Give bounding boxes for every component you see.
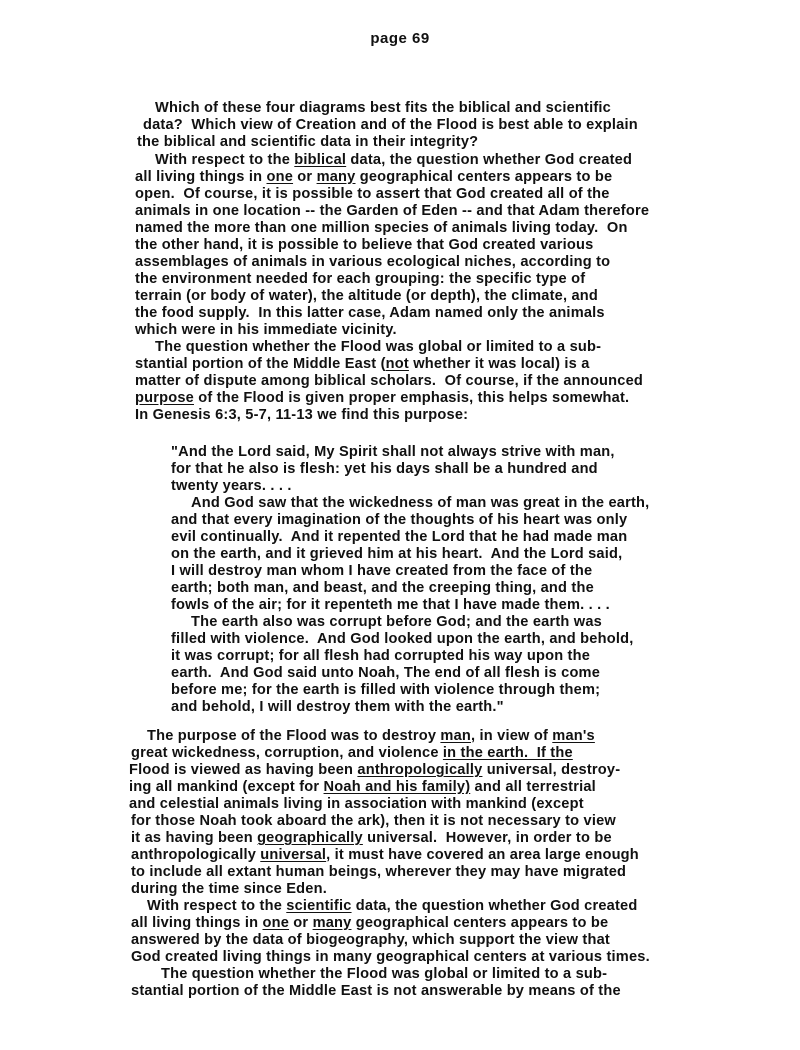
text-segment: anthropologically: [131, 847, 261, 863]
text-segment: Which of these four diagrams best fits the biblical and scientific: [155, 100, 611, 116]
text-line: [135, 373, 643, 390]
text-line: [131, 847, 639, 864]
text-line: [171, 563, 592, 580]
text-line: [135, 271, 585, 288]
text-segment: The purpose of the Flood was to destroy: [147, 728, 441, 744]
text-segment: it was corrupt; for all flesh had corrupted his way upon the: [171, 648, 591, 664]
text-line: [129, 762, 620, 779]
text-segment: the food supply. In this latter case, Adam named only the animals: [135, 305, 605, 321]
text-line: [135, 254, 610, 271]
underlined-text: many: [316, 169, 356, 185]
text-line: [171, 665, 600, 682]
text-segment: geographical centers appears to be: [351, 915, 609, 931]
text-line: [171, 512, 627, 529]
text-segment: fowls of the air; for it repenteth me that I have made them. . . .: [171, 597, 610, 613]
text-line: [155, 339, 601, 356]
text-segment: great wickedness, corruption, and violence: [131, 745, 443, 761]
text-line: [171, 631, 633, 648]
text-line: [129, 779, 596, 796]
text-segment: I will destroy man whom I have created from the face of the: [171, 563, 593, 579]
text-line: [131, 983, 621, 1000]
underlined-text: many: [312, 915, 352, 931]
text-segment: twenty years. . . .: [171, 478, 292, 494]
text-segment: stantial portion of the Middle East is not answerable by means of the: [131, 983, 621, 999]
underlined-text: biblical: [294, 152, 347, 168]
text-line: [171, 648, 590, 665]
text-line: [135, 390, 629, 407]
text-segment: and that every imagination of the thoughts of his heart was only: [171, 512, 628, 528]
text-segment: With respect to the: [155, 152, 295, 168]
text-segment: And God saw that the wickedness of man was great in the earth,: [191, 495, 650, 511]
text-segment: it as having been: [131, 830, 258, 846]
text-segment: the biblical and scientific data in their integrity?: [137, 134, 479, 150]
text-line: [191, 495, 649, 512]
text-line: [137, 134, 478, 151]
underlined-text: one: [266, 169, 294, 185]
text-segment: of the Flood is given proper emphasis, this helps somewhat.: [193, 390, 630, 406]
text-segment: In Genesis 6:3, 5-7, 11-13 we find this purpose:: [135, 407, 469, 423]
underlined-text: purpose: [135, 390, 194, 406]
text-line: [171, 478, 292, 495]
text-segment: for that he also is flesh: yet his days shall be a hundred and: [171, 461, 598, 477]
text-line: [131, 932, 610, 949]
text-line: [155, 152, 632, 169]
text-segment: , it must have covered an area large enough: [326, 847, 639, 863]
text-line: [135, 220, 628, 237]
text-segment: whether it was local) is a: [408, 356, 590, 372]
underlined-text: not: [385, 356, 409, 372]
text-segment: the other hand, it is possible to believe that God created various: [135, 237, 594, 253]
text-segment: and behold, I will destroy them with the earth.": [171, 699, 504, 715]
text-segment: during the time since Eden.: [131, 881, 327, 897]
text-segment: earth. And God said unto Noah, The end of all flesh is come: [171, 665, 601, 681]
text-segment: universal. However, in order to be: [362, 830, 612, 846]
text-line: [171, 580, 594, 597]
underlined-text: Noah and his family): [323, 779, 471, 795]
text-line: [135, 305, 605, 322]
text-line: [135, 288, 598, 305]
text-segment: data, the question whether God created: [346, 152, 633, 168]
text-line: [135, 237, 593, 254]
text-segment: , in view of: [471, 728, 553, 744]
text-line: [135, 186, 610, 203]
text-line: [135, 203, 649, 220]
text-segment: matter of dispute among biblical scholars. Of course, if the announced: [135, 373, 644, 389]
text-line: [135, 322, 397, 339]
text-segment: assemblages of animals in various ecological niches, according to: [135, 254, 611, 270]
text-segment: named the more than one million species of animals living today. On: [135, 220, 628, 236]
text-line: [155, 100, 611, 117]
text-segment: The question whether the Flood was global or limited to a sub-: [155, 339, 602, 355]
text-segment: universal, destroy-: [482, 762, 621, 778]
text-segment: "And the Lord said, My Spirit shall not always strive with man,: [171, 444, 615, 460]
text-line: [131, 881, 327, 898]
page-number: page 69: [370, 30, 430, 47]
text-line: [147, 728, 595, 745]
text-line: [161, 966, 607, 983]
text-segment: for those Noah took aboard the ark), then it is not necessary to view: [131, 813, 616, 829]
text-segment: data? Which view of Creation and of the Flood is best able to explain: [143, 117, 638, 133]
text-segment: before me; for the earth is filled with violence through them;: [171, 682, 601, 698]
text-segment: data, the question whether God created: [351, 898, 638, 914]
text-segment: to include all extant human beings, wherever they may have migrated: [131, 864, 627, 880]
underlined-text: geographically: [257, 830, 363, 846]
text-segment: earth; both man, and beast, and the creeping thing, and the: [171, 580, 594, 596]
text-segment: open. Of course, it is possible to assert that God created all of the: [135, 186, 610, 202]
text-segment: ing all mankind (except for: [129, 779, 324, 795]
text-line: [171, 529, 627, 546]
text-segment: all living things in: [135, 169, 267, 185]
underlined-text: universal: [260, 847, 327, 863]
underlined-text: anthropologically: [357, 762, 483, 778]
text-line: [147, 898, 637, 915]
text-line: [135, 356, 590, 373]
text-line: [143, 117, 638, 134]
text-segment: terrain (or body of water), the altitude (or depth), the climate, and: [135, 288, 598, 304]
underlined-text: man: [440, 728, 472, 744]
text-line: [135, 407, 468, 424]
text-line: [131, 949, 650, 966]
text-segment: With respect to the: [147, 898, 287, 914]
text-line: [171, 597, 610, 614]
text-line: [171, 444, 615, 461]
text-line: [131, 915, 608, 932]
text-segment: on the earth, and it grieved him at his heart. And the Lord said,: [171, 546, 623, 562]
text-line: [131, 813, 616, 830]
text-segment: geographical centers appears to be: [355, 169, 613, 185]
text-segment: Flood is viewed as having been: [129, 762, 358, 778]
text-line: [191, 614, 602, 631]
text-segment: animals in one location -- the Garden of Eden -- and that Adam therefore: [135, 203, 650, 219]
text-line: [171, 461, 598, 478]
text-segment: evil continually. And it repented the Lord that he had made man: [171, 529, 628, 545]
text-line: [171, 699, 504, 716]
text-line: [131, 830, 612, 847]
text-segment: and all terrestrial: [470, 779, 596, 795]
underlined-text: man's: [552, 728, 595, 744]
text-segment: filled with violence. And God looked upon the earth, and behold,: [171, 631, 634, 647]
underlined-text: in the earth. If the: [442, 745, 573, 761]
text-line: [129, 796, 584, 813]
text-segment: The question whether the Flood was global or limited to a sub-: [161, 966, 608, 982]
text-segment: or: [289, 915, 313, 931]
text-line: [135, 169, 612, 186]
text-line: [171, 546, 622, 563]
text-segment: stantial portion of the Middle East (: [135, 356, 386, 372]
underlined-text: one: [262, 915, 290, 931]
underlined-text: scientific: [286, 898, 352, 914]
text-segment: which were in his immediate vicinity.: [135, 322, 397, 338]
text-segment: and celestial animals living in association with mankind (except: [129, 796, 584, 812]
text-segment: answered by the data of biogeography, which support the view that: [131, 932, 610, 948]
text-line: [171, 682, 600, 699]
text-segment: The earth also was corrupt before God; and the earth was: [191, 614, 602, 630]
text-segment: God created living things in many geographical centers at various times.: [131, 949, 650, 965]
text-segment: the environment needed for each grouping: the specific type of: [135, 271, 586, 287]
text-line: [131, 745, 573, 762]
text-segment: all living things in: [131, 915, 263, 931]
text-segment: or: [293, 169, 317, 185]
text-line: [131, 864, 626, 881]
